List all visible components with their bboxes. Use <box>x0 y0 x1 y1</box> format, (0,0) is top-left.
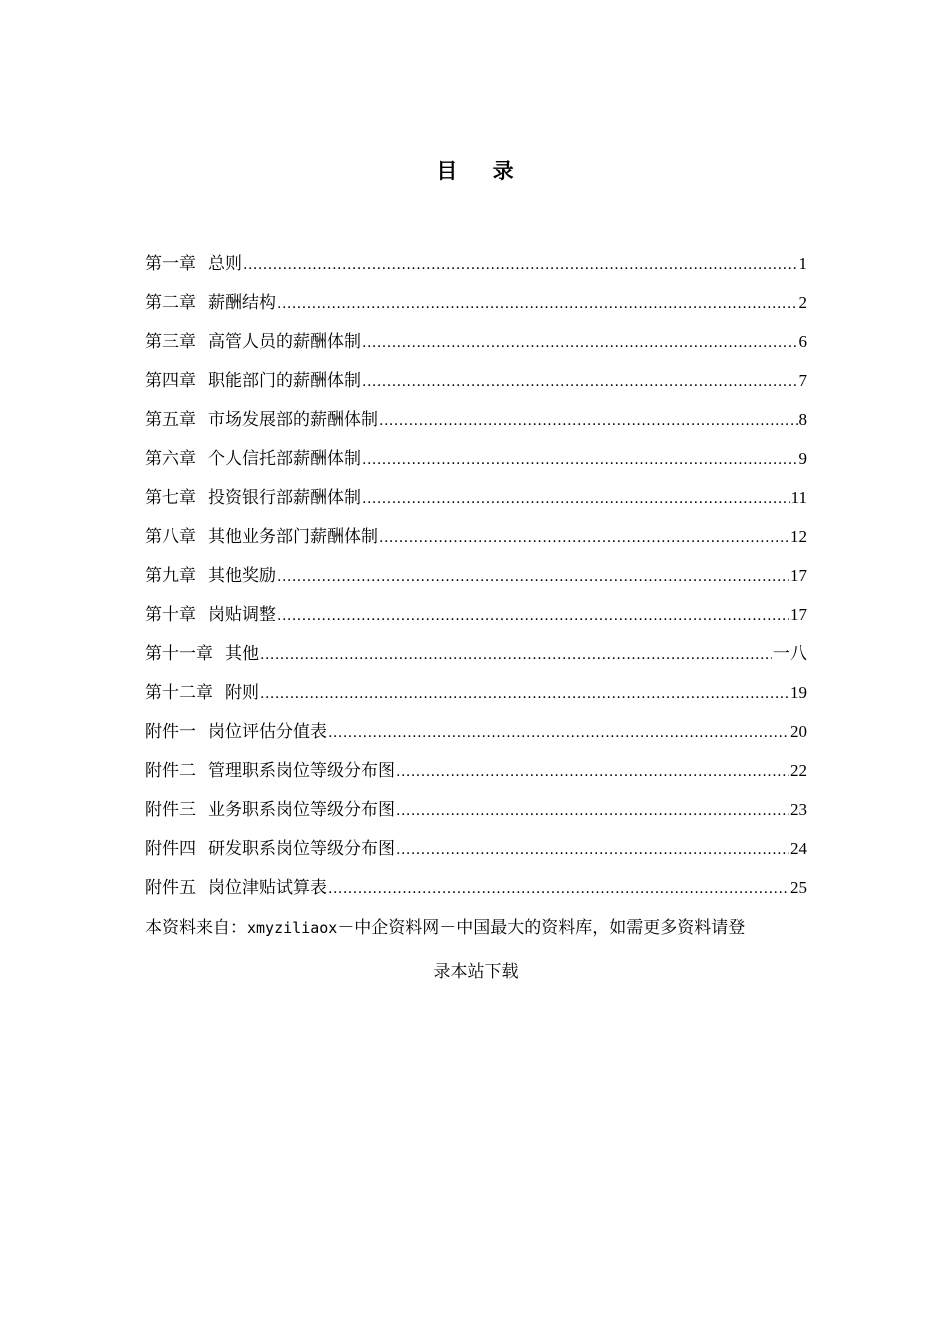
toc-entry-label <box>145 482 361 514</box>
source-note-site-link[interactable]: xmyziliaox <box>247 919 338 937</box>
toc-chapter-number: 第十章 <box>145 605 196 625</box>
toc-entry[interactable] <box>145 248 807 287</box>
toc-chapter-number: 第十二章 <box>145 683 213 703</box>
toc-chapter-name: 岗位评估分值表 <box>208 722 327 742</box>
toc-dot-leader <box>277 561 789 593</box>
toc-chapter-number: 附件五 <box>145 878 196 898</box>
toc-chapter-name: 高管人员的薪酬体制 <box>208 332 361 352</box>
toc-dot-leader <box>362 483 790 515</box>
toc-dot-leader <box>277 288 798 320</box>
toc-chapter-name: 市场发展部的薪酬体制 <box>208 410 378 430</box>
toc-entry[interactable] <box>145 365 807 404</box>
toc-page-number: 一八 <box>773 644 807 663</box>
toc-entry-label <box>145 794 395 826</box>
toc-chapter-name: 其他业务部门薪酬体制 <box>208 527 378 547</box>
toc-chapter-name: 总则 <box>208 254 242 274</box>
toc-page-number: 22 <box>790 761 807 780</box>
toc-entry[interactable] <box>145 521 807 560</box>
toc-title: 目 录 <box>436 158 528 183</box>
toc-dot-leader <box>379 522 789 554</box>
toc-dot-leader <box>396 834 789 866</box>
toc-page-number: 11 <box>790 488 807 507</box>
toc-page-number: 23 <box>790 800 807 819</box>
source-note-suffix: －中企资料网－中国最大的资料库，如需更多资料请登 <box>337 918 746 938</box>
toc-entry-label <box>145 248 242 280</box>
toc-page-number: 8 <box>798 410 807 429</box>
toc-chapter-name: 研发职系岗位等级分布图 <box>208 839 395 859</box>
toc-chapter-number: 附件三 <box>145 800 196 820</box>
toc-page-number: 17 <box>790 566 807 585</box>
source-note-line2: 录本站下载 <box>433 962 519 982</box>
toc-entry[interactable] <box>145 833 807 872</box>
toc-page-number: 24 <box>790 839 807 858</box>
toc-entry-label <box>145 560 276 592</box>
toc-chapter-name: 其他奖励 <box>208 566 276 586</box>
toc-page-number: 19 <box>790 683 807 702</box>
toc-chapter-number: 第九章 <box>145 566 196 586</box>
toc-chapter-number: 第一章 <box>145 254 196 274</box>
toc-dot-leader <box>379 405 798 437</box>
toc-chapter-number: 第六章 <box>145 449 196 469</box>
toc-entry[interactable] <box>145 287 807 326</box>
toc-chapter-name: 职能部门的薪酬体制 <box>208 371 361 391</box>
toc-chapter-number: 第十一章 <box>145 644 213 664</box>
toc-chapter-name: 个人信托部薪酬体制 <box>208 449 361 469</box>
toc-chapter-number: 第二章 <box>145 293 196 313</box>
toc-page-number: 25 <box>790 878 807 897</box>
toc-entry-label <box>145 599 276 631</box>
toc-list <box>145 248 807 911</box>
toc-entry[interactable] <box>145 482 807 521</box>
toc-entry-label <box>145 833 395 865</box>
toc-dot-leader <box>362 327 798 359</box>
toc-dot-leader <box>277 600 789 632</box>
toc-chapter-number: 附件一 <box>145 722 196 742</box>
toc-chapter-name: 岗位津贴试算表 <box>208 878 327 898</box>
toc-dot-leader <box>362 444 798 476</box>
toc-chapter-name: 业务职系岗位等级分布图 <box>208 800 395 820</box>
toc-page-number: 2 <box>798 293 807 312</box>
toc-entry-label <box>145 872 327 904</box>
toc-chapter-number: 第七章 <box>145 488 196 508</box>
toc-entry[interactable] <box>145 716 807 755</box>
toc-page-number: 17 <box>790 605 807 624</box>
toc-chapter-name: 管理职系岗位等级分布图 <box>208 761 395 781</box>
toc-entry-label <box>145 521 378 553</box>
toc-dot-leader <box>396 756 789 788</box>
toc-entry[interactable] <box>145 599 807 638</box>
toc-entry[interactable] <box>145 326 807 365</box>
source-note-prefix: 本资料来自： <box>145 918 247 938</box>
toc-page-number: 9 <box>798 449 807 468</box>
toc-entry-label <box>145 287 276 319</box>
toc-chapter-name: 其他 <box>225 644 259 664</box>
source-note <box>145 912 807 988</box>
toc-chapter-name: 附则 <box>225 683 259 703</box>
toc-entry-label <box>145 404 378 436</box>
toc-chapter-name: 投资银行部薪酬体制 <box>208 488 361 508</box>
toc-chapter-number: 第四章 <box>145 371 196 391</box>
toc-dot-leader <box>243 249 798 281</box>
toc-page-number: 20 <box>790 722 807 741</box>
toc-chapter-number: 附件四 <box>145 839 196 859</box>
toc-dot-leader <box>328 873 789 905</box>
toc-entry[interactable] <box>145 677 807 716</box>
toc-page-number: 6 <box>798 332 807 351</box>
toc-chapter-name: 薪酬结构 <box>208 293 276 313</box>
toc-entry-label <box>145 755 395 787</box>
toc-entry-label <box>145 365 361 397</box>
toc-dot-leader <box>260 678 789 710</box>
toc-page-number: 12 <box>790 527 807 546</box>
toc-page-number: 7 <box>798 371 807 390</box>
toc-entry-label <box>145 326 361 358</box>
toc-entry-label <box>145 638 259 670</box>
toc-dot-leader <box>396 795 789 827</box>
toc-entry[interactable] <box>145 872 807 911</box>
toc-entry[interactable] <box>145 794 807 833</box>
toc-chapter-name: 岗贴调整 <box>208 605 276 625</box>
toc-chapter-number: 第八章 <box>145 527 196 547</box>
toc-dot-leader <box>362 366 798 398</box>
toc-chapter-number: 第三章 <box>145 332 196 352</box>
toc-chapter-number: 附件二 <box>145 761 196 781</box>
toc-entry-label <box>145 677 259 709</box>
toc-entry-label <box>145 716 327 748</box>
toc-dot-leader <box>328 717 789 749</box>
toc-entry[interactable] <box>145 755 807 794</box>
toc-chapter-number: 第五章 <box>145 410 196 430</box>
toc-dot-leader <box>260 639 772 671</box>
toc-entry[interactable] <box>145 638 807 677</box>
toc-entry[interactable] <box>145 560 807 599</box>
toc-entry[interactable] <box>145 404 807 443</box>
toc-entry-label <box>145 443 361 475</box>
toc-entry[interactable] <box>145 443 807 482</box>
toc-page-number: 1 <box>798 254 807 273</box>
